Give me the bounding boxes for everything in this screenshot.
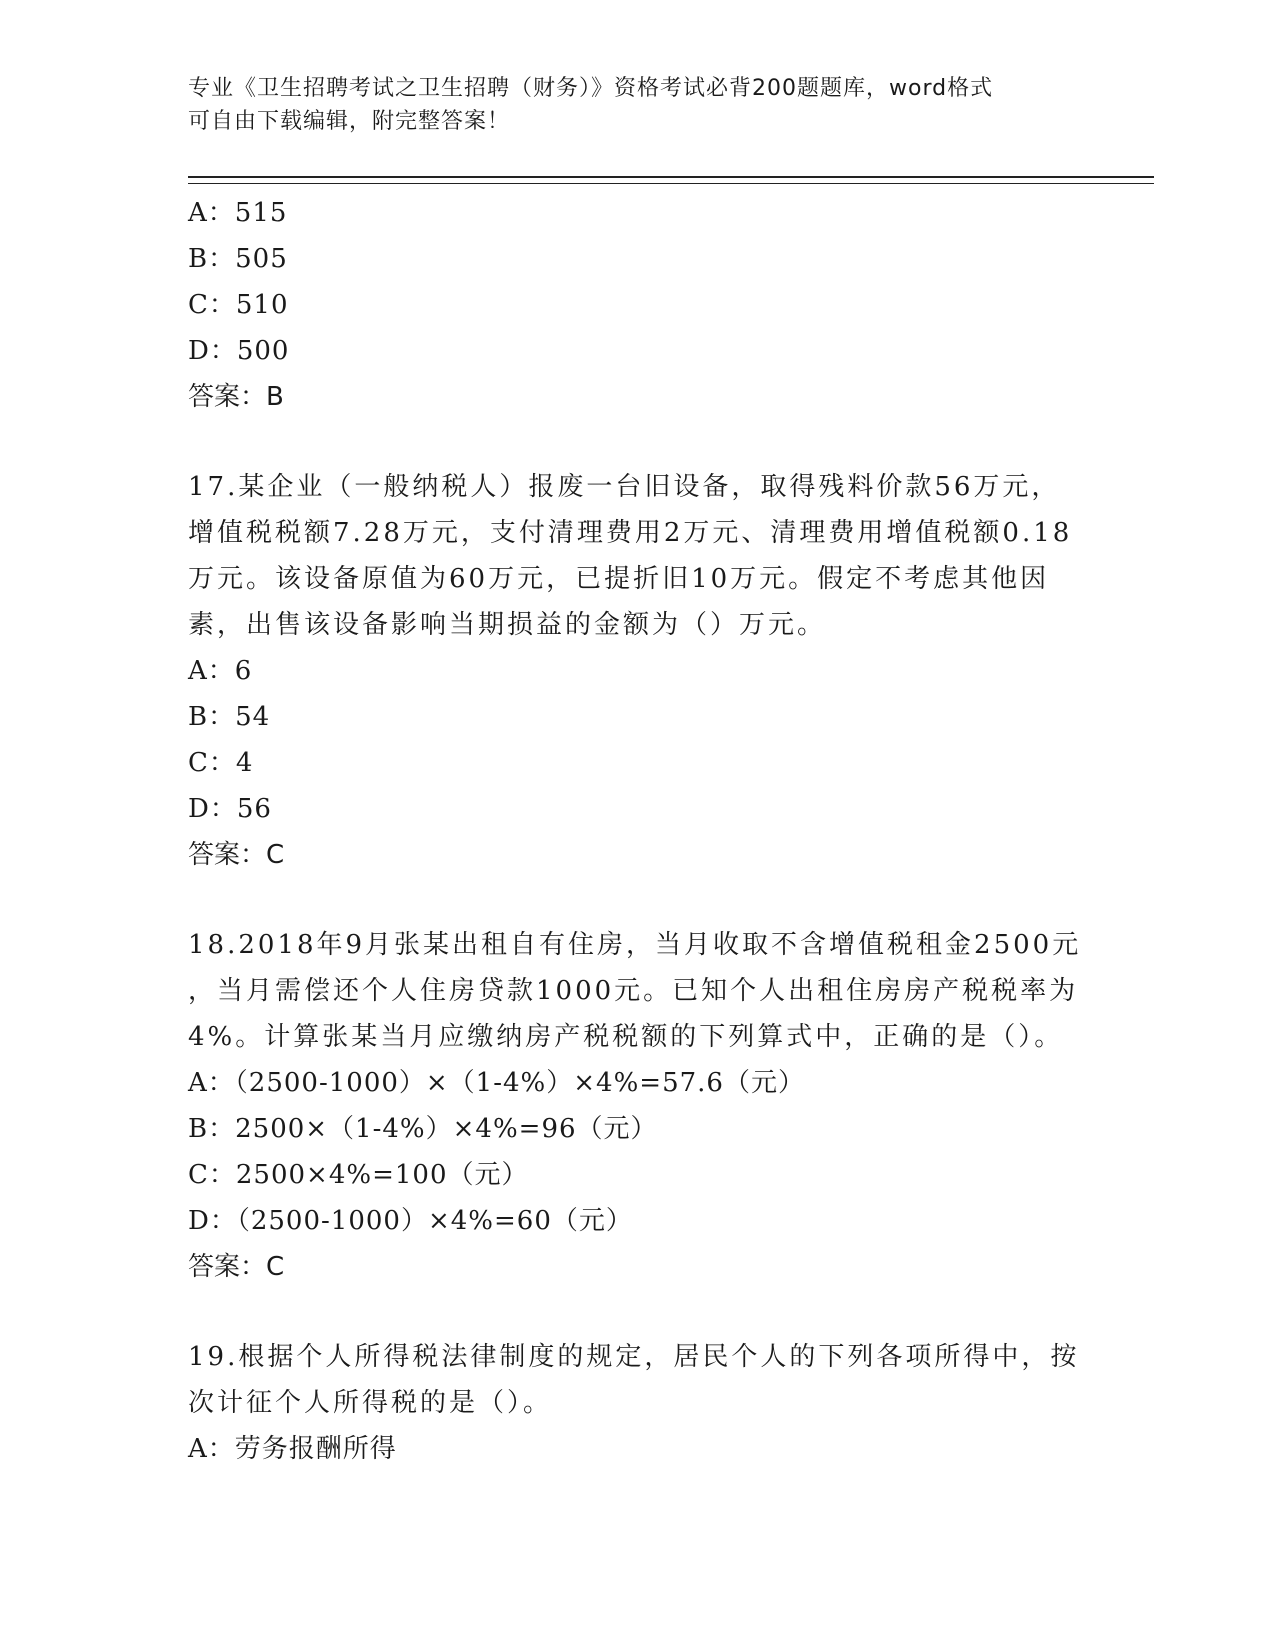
option-d: D：（2500-1000）×4%=60（元） bbox=[188, 1206, 633, 1236]
spacer bbox=[188, 420, 1088, 464]
document-header bbox=[188, 72, 1088, 138]
question-16 bbox=[188, 190, 1088, 420]
question-list bbox=[188, 190, 1088, 1472]
question-19 bbox=[188, 1334, 1088, 1472]
question-text-line: 素，出售该设备影响当期损益的金额为（）万元。 bbox=[188, 610, 827, 640]
option-a: A：6 bbox=[188, 656, 253, 686]
question-text-line: ，当月需偿还个人住房贷款1000元。已知个人出租住房房产税税率为 bbox=[188, 976, 1079, 1006]
question-text-line: 万元。该设备原值为60万元，已提折旧10万元。假定不考虑其他因 bbox=[188, 564, 1050, 594]
question-18 bbox=[188, 922, 1088, 1290]
option-c: C：2500×4%=100（元） bbox=[188, 1160, 529, 1190]
question-text-line: 19.根据个人所得税法律制度的规定，居民个人的下列各项所得中，按 bbox=[188, 1342, 1080, 1372]
option-b: B：54 bbox=[188, 702, 271, 732]
option-b: B：505 bbox=[188, 244, 288, 274]
question-17 bbox=[188, 464, 1088, 878]
answer-line: 答案：C bbox=[188, 840, 285, 870]
header-line-2: 可自由下载编辑，附完整答案！ bbox=[188, 109, 511, 134]
question-text-line: 增值税税额7.28万元，支付清理费用2万元、清理费用增值税额0.18 bbox=[188, 518, 1073, 548]
option-b: B：2500×（1-4%）×4%=96（元） bbox=[188, 1114, 658, 1144]
option-c: C：4 bbox=[188, 748, 254, 778]
option-d: D：500 bbox=[188, 336, 290, 366]
answer-line: 答案：C bbox=[188, 1252, 285, 1282]
option-a: A：（2500-1000）×（1-4%）×4%=57.6（元） bbox=[188, 1068, 805, 1098]
answer-line: 答案：B bbox=[188, 382, 284, 412]
option-a: A：劳务报酬所得 bbox=[188, 1434, 397, 1464]
question-text-line: 次计征个人所得税的是（）。 bbox=[188, 1388, 553, 1418]
header-rule-thick bbox=[188, 176, 1154, 178]
spacer bbox=[188, 878, 1088, 922]
option-d: D：56 bbox=[188, 794, 272, 824]
spacer bbox=[188, 1290, 1088, 1334]
question-text-line: 18.2018年9月张某出租自有住房，当月收取不含增值税租金2500元 bbox=[188, 930, 1082, 960]
header-line-1: 专业《卫生招聘考试之卫生招聘（财务）》资格考试必背200题题库，word格式 bbox=[188, 76, 994, 101]
header-rule-thin bbox=[188, 183, 1154, 184]
option-c: C：510 bbox=[188, 290, 289, 320]
question-text-line: 4%。计算张某当月应缴纳房产税税额的下列算式中，正确的是（）。 bbox=[188, 1022, 1064, 1052]
option-a: A：515 bbox=[188, 198, 288, 228]
question-text-line: 17.某企业（一般纳税人）报废一台旧设备，取得残料价款56万元， bbox=[188, 472, 1061, 502]
